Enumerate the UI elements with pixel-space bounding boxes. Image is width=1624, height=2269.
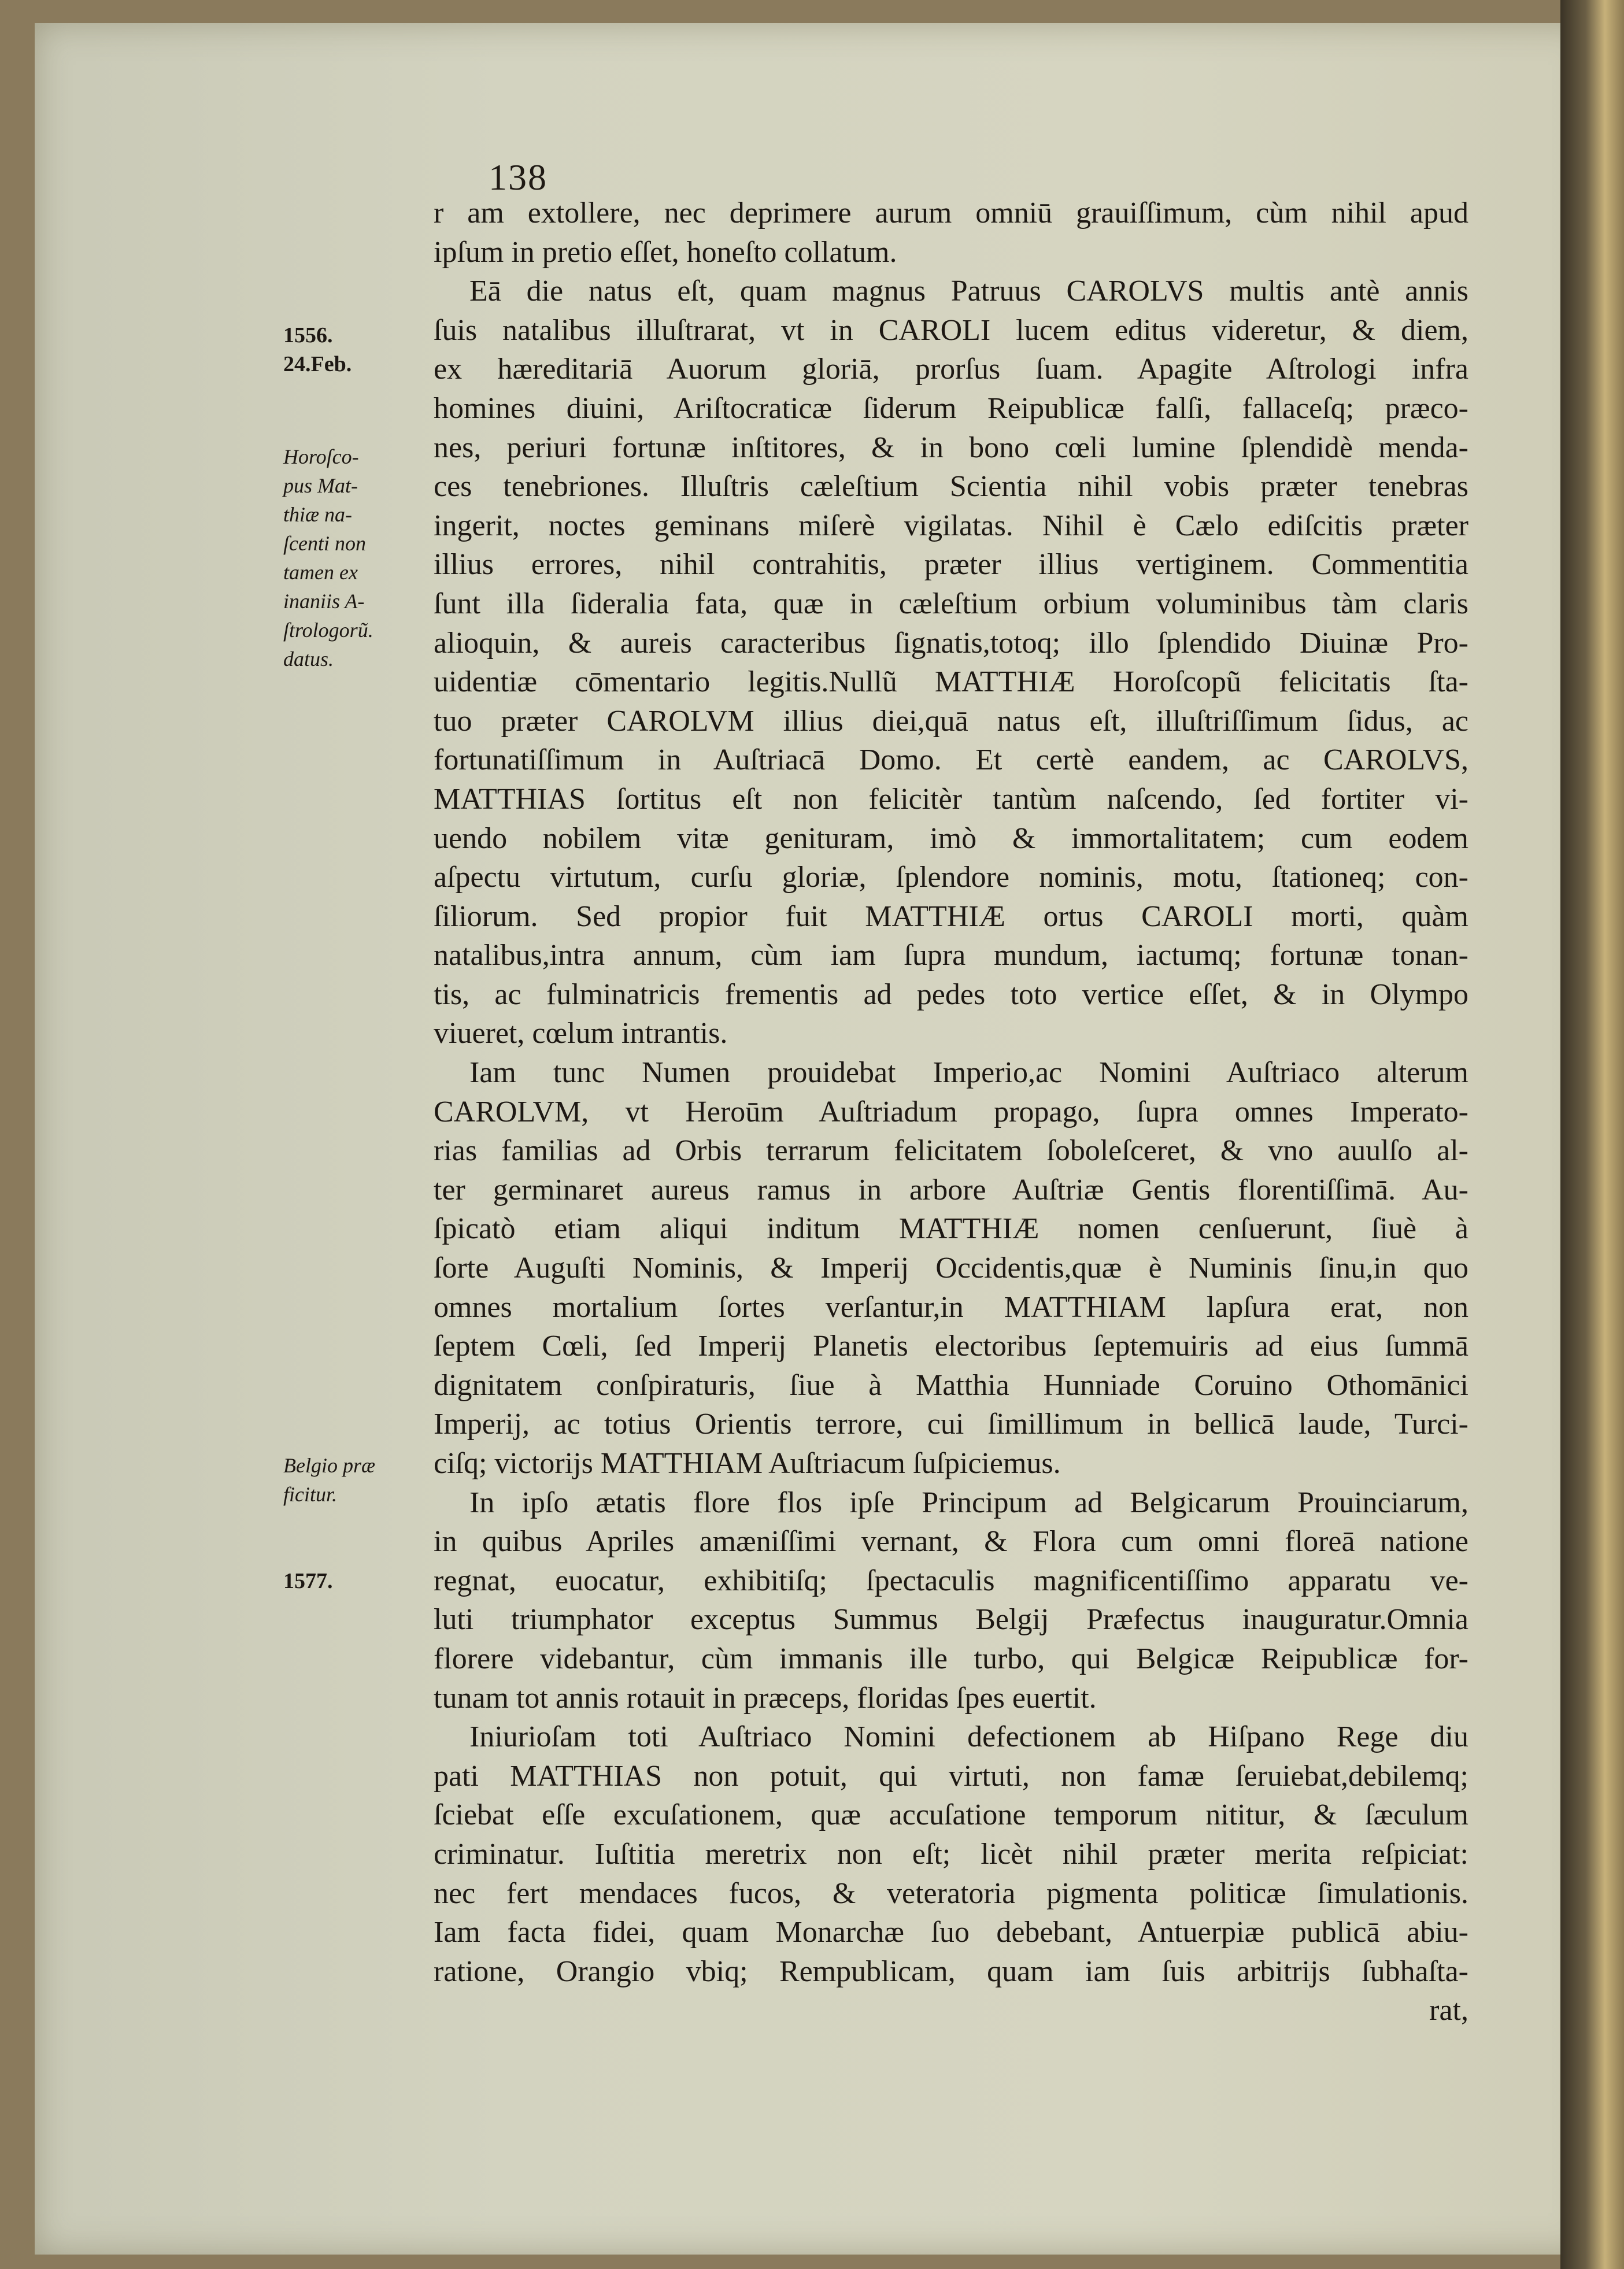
- margin-note-date-1577: [283, 1567, 422, 1596]
- text-line: CAROLVM, vt Heroūm Auſtriadum propago, ſupra omnes Imperato-: [434, 1095, 1468, 1128]
- text-line: dignitatem conſpiraturis, ſiue à Matthia Hunniade Coruino Othomānici: [434, 1368, 1468, 1402]
- text-line: natalibus,intra annum, cùm iam ſupra mundum, iactumq; fortunæ tonan-: [434, 939, 1468, 972]
- margin-note-line: Horoſco-: [283, 445, 359, 468]
- text-line: ciſq; victorijs MATTHIAM Auſtriacum ſuſpiciemus.: [434, 1447, 1061, 1480]
- text-line: Iniurioſam toti Auſtriaco Nomini defectionem ab Hiſpano Rege diu: [469, 1720, 1468, 1754]
- text-line: ſunt illa ſideralia fata, quæ in cæleſtium orbium voluminibus tàm claris: [434, 587, 1468, 620]
- text-line: ſeptem Cœli, ſed Imperij Planetis electoribus ſeptemuiris ad eius ſummā: [434, 1330, 1468, 1363]
- text-line: alioquin, & aureis caracteribus ſignatis,totoq; illo ſplendido Diuinæ Pro-: [434, 626, 1468, 660]
- text-line: regnat, euocatur, exhibitiſq; ſpectaculis magnificentiſſimo apparatu ve-: [434, 1564, 1468, 1597]
- margin-note-date-1556: [283, 321, 422, 379]
- text-line: MATTHIAS ſortitus eſt non felicitèr tantùm naſcendo, ſed fortiter vi-: [434, 782, 1468, 816]
- text-line: nec fert mendaces fucos, & veteratoria pigmenta politicæ ſimulationis.: [434, 1876, 1468, 1910]
- margin-note-line: tamen ex: [283, 561, 358, 584]
- text-line: criminatur. Iuſtitia meretrix non eſt; licèt nihil præter merita reſpiciat:: [434, 1837, 1468, 1871]
- margin-note-line: pus Mat-: [283, 474, 358, 497]
- text-line: aſpectu virtutum, curſu gloriæ, ſplendore nominis, motu, ſtationeq; con-: [434, 861, 1468, 894]
- catchword: rat,: [1429, 1994, 1468, 2027]
- text-line: ex hæreditariā Auorum gloriā, prorſus ſuam. Apagite Aſtrologi infra: [434, 353, 1468, 386]
- text-line: uendo nobilem vitæ genituram, imò & immortalitatem; cum eodem: [434, 821, 1468, 855]
- margin-note-line: thiæ na-: [283, 503, 353, 526]
- text-line: viueret, cœlum intrantis.: [434, 1017, 728, 1050]
- margin-note-line: inaniis A-: [283, 590, 365, 613]
- text-line: ratione, Orangio vbiq; Rempublicam, quam iam ſuis arbitrijs ſubhaſta-: [434, 1955, 1468, 1988]
- margin-note-line: ficitur.: [283, 1483, 338, 1506]
- margin-note-line: ſcenti non: [283, 532, 366, 555]
- margin-note-belgium: [283, 1451, 422, 1509]
- text-line: ſuis natalibus illuſtrarat, vt in CAROLI lucem editus videretur, & diem,: [434, 313, 1468, 347]
- book-binding-edge: [1560, 0, 1624, 2269]
- text-line: homines diuini, Ariſtocraticæ ſiderum Reipublicæ falſi, fallaceſq; præco-: [434, 391, 1468, 425]
- text-line: ter germinaret aureus ramus in arbore Auſtriæ Gentis florentiſſimā. Au-: [434, 1173, 1468, 1206]
- text-line: In ipſo ætatis flore flos ipſe Principum ad Belgicarum Prouinciarum,: [469, 1486, 1468, 1519]
- text-line: ipſum in pretio eſſet, honeſto collatum.: [434, 235, 897, 269]
- text-line: nes, periuri fortunæ inſtitores, & in bono cœli lumine ſplendidè menda-: [434, 431, 1468, 464]
- text-line: illius errores, nihil contrahitis, præter illius vertiginem. Commentitia: [434, 548, 1468, 582]
- text-line: Iam facta fidei, quam Monarchæ ſuo debebant, Antuerpiæ publicā abiu-: [434, 1916, 1468, 1949]
- margin-note-line: 1577.: [283, 1569, 333, 1593]
- text-line: omnes mortalium ſortes verſantur,in MATTHIAM lapſura erat, non: [434, 1290, 1468, 1324]
- text-line: ſiliorum. Sed propior fuit MATTHIÆ ortus CAROLI morti, quàm: [434, 900, 1468, 933]
- text-line: r am extollere, nec deprimere aurum omniū grauiſſimum, cùm nihil apud: [434, 197, 1468, 230]
- text-line: tuo præter CAROLVM illius diei,quā natus eſt, illuſtriſſimum ſidus, ac: [434, 704, 1468, 738]
- text-line: ſpicatò etiam aliqui inditum MATTHIÆ nomen cenſuerunt, ſiuè à: [434, 1212, 1468, 1246]
- margin-note-line: datus.: [283, 647, 334, 671]
- text-line: fortunatiſſimum in Auſtriacā Domo. Et certè eandem, ac CAROLVS,: [434, 743, 1468, 777]
- text-line: luti triumphator exceptus Summus Belgij Præfectus inauguratur.Omnia: [434, 1603, 1468, 1637]
- text-line: Eā die natus eſt, quam magnus Patruus CAROLVS multis antè annis: [469, 275, 1468, 308]
- margin-note-line: Belgio præ: [283, 1454, 375, 1477]
- margin-note-line: 1556.: [283, 323, 333, 347]
- margin-note-horoscope: [283, 442, 422, 673]
- main-text: [434, 194, 1468, 2030]
- text-line: florere videbantur, cùm immanis ille turbo, qui Belgicæ Reipublicæ for-: [434, 1642, 1468, 1675]
- margin-note-line: ſtrologorũ.: [283, 619, 373, 642]
- text-line: rias familias ad Orbis terrarum felicitatem ſoboleſceret, & vno auulſo al-: [434, 1134, 1468, 1168]
- margin-note-line: 24.Feb.: [283, 352, 352, 376]
- page-number: 138: [489, 157, 548, 198]
- text-line: ſorte Auguſti Nominis, & Imperij Occidentis,quæ è Numinis ſinu,in quo: [434, 1252, 1468, 1285]
- text-line: pati MATTHIAS non potuit, qui virtuti, non famæ ſeruiebat,debilemq;: [434, 1759, 1468, 1793]
- text-line: in quibus Apriles amæniſſimi vernant, & Flora cum omni floreā natione: [434, 1525, 1468, 1559]
- text-line: ces tenebriones. Illuſtris cæleſtium Scientia nihil vobis præter tenebras: [434, 470, 1468, 504]
- text-line: Iam tunc Numen prouidebat Imperio,ac Nomini Auſtriaco alterum: [469, 1056, 1468, 1090]
- text-line: ſciebat eſſe excuſationem, quæ accuſatione temporum nititur, & ſæculum: [434, 1798, 1468, 1832]
- text-line: ingerit, noctes geminans miſerè vigilatas. Nihil è Cælo ediſcitis præter: [434, 509, 1468, 542]
- text-line: tis, ac fulminatricis frementis ad pedes toto vertice eſſet, & in Olympo: [434, 978, 1468, 1011]
- text-line: Imperij, ac totius Orientis terrore, cui ſimillimum in bellicā laude, Turci-: [434, 1408, 1468, 1441]
- text-line: uidentiæ cōmentario legitis.Nullũ MATTHIÆ Horoſcopũ felicitatis ſta-: [434, 665, 1468, 699]
- text-line: tunam tot annis rotauit in præceps, floridas ſpes euertit.: [434, 1681, 1097, 1715]
